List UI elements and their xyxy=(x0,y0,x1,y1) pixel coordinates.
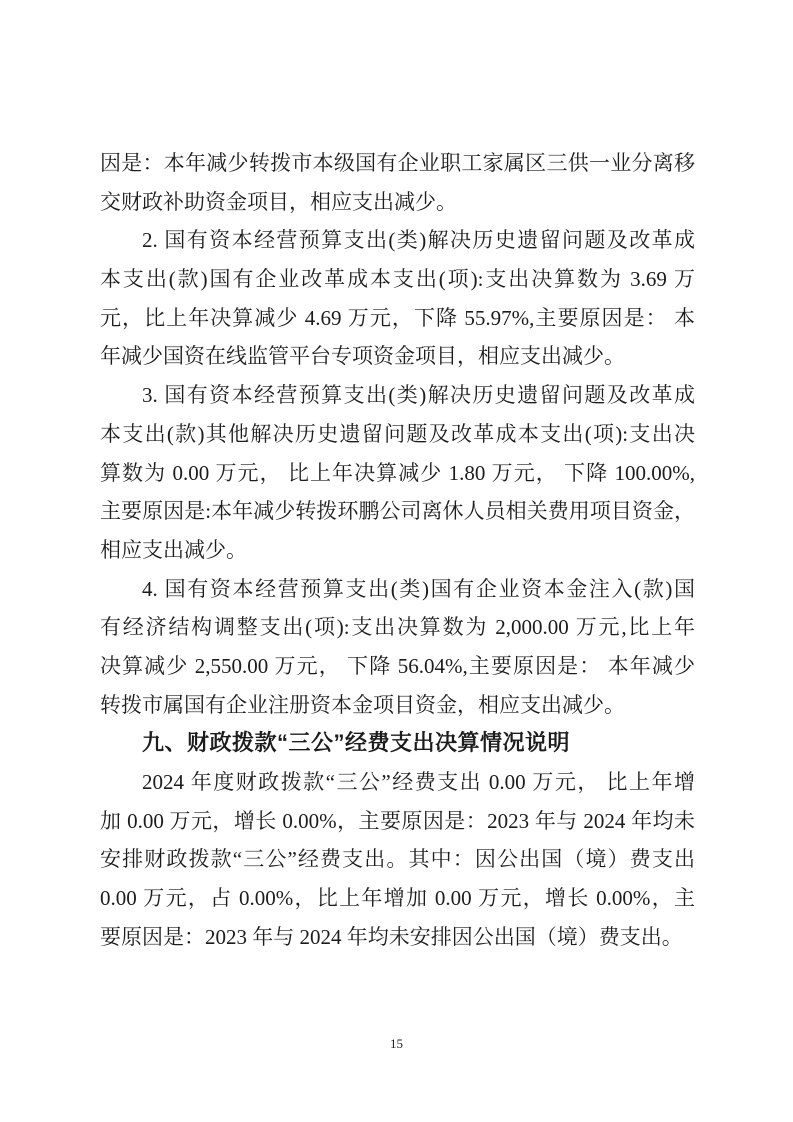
text-line: 安排财政拨款“三公”经费支出。其中：因公出国（境）费支出 xyxy=(100,847,695,872)
text-line: 因是：本年减少转拨市本级国有企业职工家属区三供一业分离移 xyxy=(100,151,695,175)
text-line: 4. 国有资本经营预算支出(类)国有企业资本金注入(款)国 xyxy=(142,576,695,601)
text-line: 要原因是：2023 年与 2024 年均未安排因公出国（境）费支出。 xyxy=(100,924,683,949)
text-line: 本支出(款)国有企业改革成本支出(项):支出决算数为 3.69 万 xyxy=(100,267,695,292)
text-line: 相应支出减少。 xyxy=(100,537,247,562)
text-line: 算数为 0.00 万元， 比上年决算减少 1.80 万元， 下降 100.00%, xyxy=(100,460,695,485)
document-body xyxy=(100,144,695,956)
text-line: 0.00 万元，占 0.00%，比上年增加 0.00 万元，增长 0.00%，主 xyxy=(100,886,695,911)
text-line: 3. 国有资本经营预算支出(类)解决历史遗留问题及改革成 xyxy=(142,383,695,408)
text-line: 主要原因是:本年减少转拨环鹏公司离休人员相关费用项目资金， xyxy=(100,499,695,524)
text-line: 2. 国有资本经营预算支出(类)解决历史遗留问题及改革成 xyxy=(142,228,695,253)
page-number: 15 xyxy=(390,1036,403,1051)
section-heading: 九、财政拨款“三公”经费支出决算情况说明 xyxy=(142,730,571,756)
text-line: 本支出(款)其他解决历史遗留问题及改革成本支出(项):支出决 xyxy=(100,421,695,446)
text-line: 转拨市属国有企业注册资本金项目资金，相应支出减少。 xyxy=(100,692,625,717)
text-line: 2024 年度财政拨款“三公”经费支出 0.00 万元， 比上年增 xyxy=(142,770,695,794)
text-line: 有经济结构调整支出(项):支出决算数为 2,000.00 万元,比上年 xyxy=(100,615,695,640)
text-line: 加 0.00 万元，增长 0.00%，主要原因是：2023 年与 2024 年均未 xyxy=(100,808,695,833)
text-line: 年减少国资在线监管平台专项资金项目，相应支出减少。 xyxy=(100,344,625,369)
text-line: 交财政补助资金项目，相应支出减少。 xyxy=(100,189,457,214)
text-line: 元，比上年决算减少 4.69 万元，下降 55.97%,主要原因是： 本 xyxy=(100,305,695,330)
text-line: 决算减少 2,550.00 万元， 下降 56.04%,主要原因是： 本年减少 xyxy=(100,653,695,678)
